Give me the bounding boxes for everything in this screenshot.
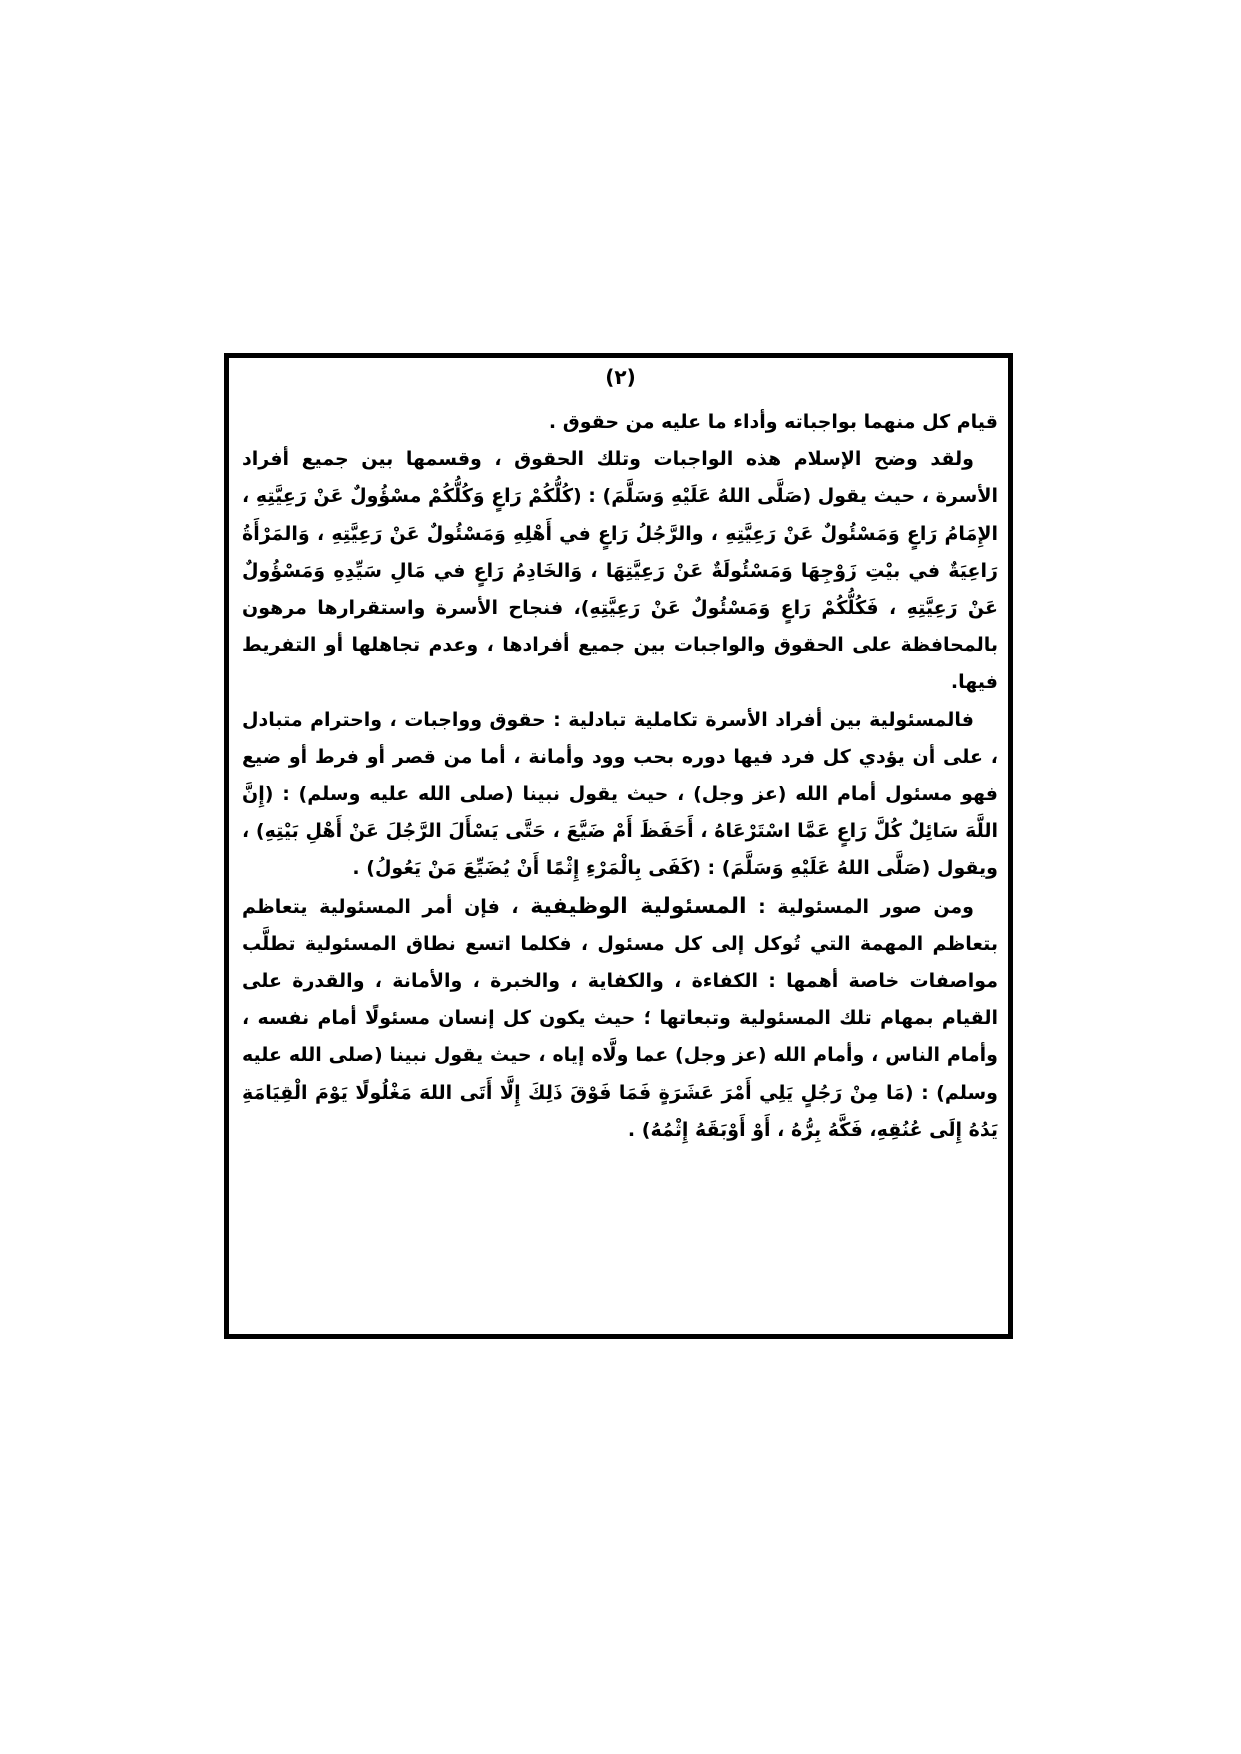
paragraph-job-intro: ومن صور المسئولية : [746, 895, 974, 918]
paragraph-job-body: ، فإن أمر المسئولية يتعاظم بتعاظم المهمة التي تُوكل إلى كل مسئول ، فكلما اتسع نطاق المسئولية تطلَّب مواصفات خاصة أهمها : الكفاءة ، والكفاية ، والخبرة ، والأمانة ، والقدرة على القيام بمهام تلك المسئولية وتبعاتها ؛ حيث يكون كل إنسان مسئولًا أمام نفسه ، وأمام الناس ، وأمام الله (عز وجل) عما ولَّاه إياه ، حيث يقول نبينا (صلى الله عليه وسلم) : (مَا مِنْ رَجُلٍ يَلِي أَمْرَ عَشَرَةٍ فَمَا فَوْقَ ذَلِكَ إِلَّا أَتَى اللهَ مَغْلُولًا يَوْمَ الْقِيَامَةِ يَدُهُ إِلَى عُنُقِهِ، فَكَّهُ بِرُّهُ ، أَوْ أَوْبَقَهُ إِثْمُهُ) . [242, 895, 998, 1141]
page-number: (٢) [605, 365, 636, 389]
paragraph-continuation: قيام كل منهما بواجباته وأداء ما عليه من حقوق . [548, 411, 998, 433]
paragraph-job-responsibility [242, 888, 998, 1149]
emphasized-term: المسئولية الوظيفية [530, 893, 747, 919]
paragraph-family-responsibility: فالمسئولية بين أفراد الأسرة تكاملية تبادلية : حقوق وواجبات ، واحترام متبادل ، على أن يؤدي كل فرد فيها دوره بحب وود وأمانة ، أما من قصر أو فرط أو ضيع فهو مسئول أمام الله (عز وجل) ، حيث يقول نبينا (صلى الله عليه وسلم) : (إِنَّ اللَّهَ سَائِلٌ كُلَّ رَاعٍ عَمَّا اسْتَرْعَاهُ ، أَحَفَظَ أَمْ ضَيَّعَ ، حَتَّى يَسْأَلَ الرَّجُلَ عَنْ أَهْلِ بَيْتِهِ) ، ويقول (صَلَّى اللهُ عَلَيْهِ وَسَلَّمَ) : (كَفَى بِالْمَرْءِ إِثْمًا أَنْ يُضَيِّعَ مَنْ يَعُولُ) . [242, 708, 998, 880]
body-text [242, 404, 998, 1149]
paragraph-islam-rights: ولقد وضح الإسلام هذه الواجبات وتلك الحقوق ، وقسمها بين جميع أفراد الأسرة ، حيث يقول (صَلَّى اللهُ عَلَيْهِ وَسَلَّمَ) : (كُلُّكُمْ رَاعٍ وَكُلُّكُمْ مسْؤُولٌ عَنْ رَعِيَّتِهِ ، الإِمَامُ رَاعٍ وَمَسْئُولٌ عَنْ رَعِيَّتِهِ ، والرَّجُلُ رَاعٍ في أَهْلِهِ وَمَسْئُولٌ عَنْ رَعِيَّتِهِ ، وَالمَرْأَةُ رَاعِيَةٌ في بيْتِ زَوْجِهَا وَمَسْئُولَةٌ عَنْ رَعِيَّتِهَا ، وَالخَادِمُ رَاعٍ في مَالِ سَيِّدِهِ وَمَسْؤُولٌ عَنْ رَعِيَّتِهِ ، فَكُلُّكُمْ رَاعٍ وَمَسْئُولٌ عَنْ رَعِيَّتِهِ)، فنجاح الأسرة واستقرارها مرهون بالمحافظة على الحقوق والواجبات بين جميع أفرادها ، وعدم تجاهلها أو التفريط فيها. [242, 448, 998, 694]
